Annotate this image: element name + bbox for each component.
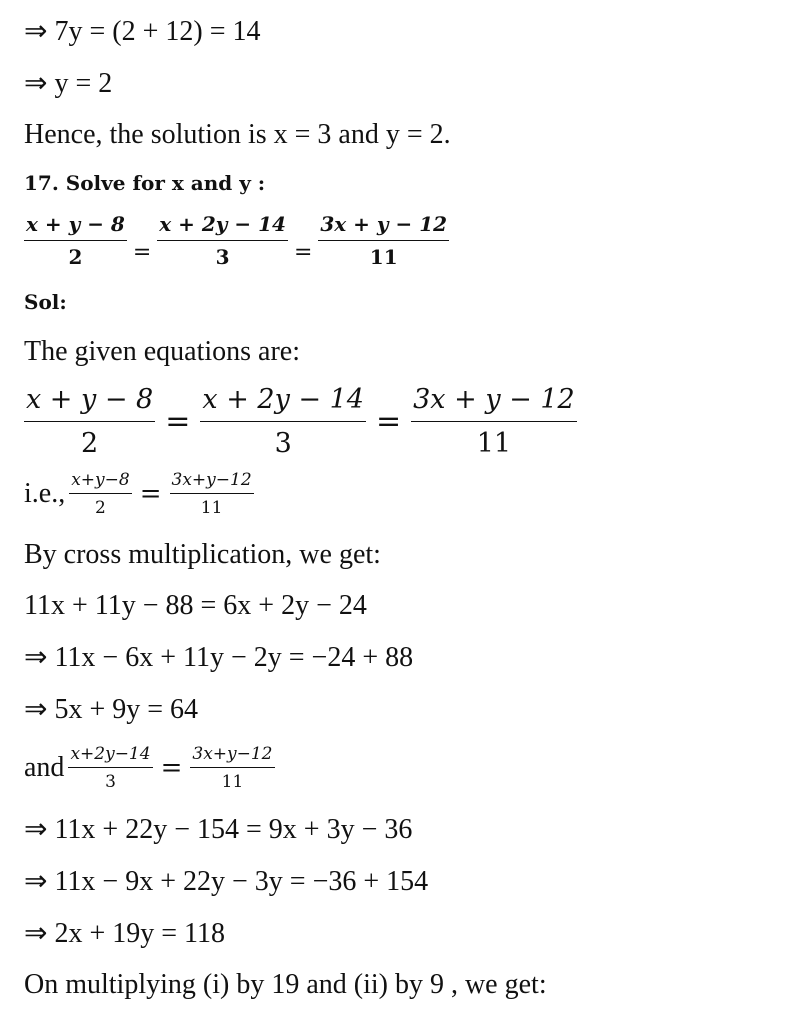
equals-sign: = — [375, 404, 402, 439]
equals-sign: = — [293, 240, 313, 265]
ie-fraction-1 — [69, 470, 132, 518]
line-7y-equals-14: ⇒ 7y = (2 + 12) = 14 — [24, 16, 261, 47]
problem-equation — [24, 212, 449, 269]
fraction-numerator: 3x+y−12 — [190, 744, 274, 768]
fraction-numerator: x+2y−14 — [68, 744, 152, 768]
fraction-numerator: x + 2y − 14 — [157, 212, 288, 241]
problem-fraction-2 — [157, 212, 288, 269]
fraction-numerator: x + 2y − 14 — [200, 384, 366, 422]
equation-i: ⇒ 5x + 9y = 64 — [24, 694, 199, 725]
fraction-denominator: 3 — [274, 428, 292, 459]
sol-heading: Sol: — [24, 290, 67, 314]
ie-label: i.e., — [24, 478, 66, 509]
fraction-numerator: x + y − 8 — [24, 212, 127, 241]
given-fraction-3 — [411, 384, 577, 459]
fraction-numerator: x + y − 8 — [24, 384, 155, 422]
equals-sign: = — [132, 240, 152, 265]
fraction-denominator: 2 — [81, 428, 99, 459]
equation-ii: ⇒ 2x + 19y = 118 — [24, 918, 226, 949]
line-y-equals-2: ⇒ y = 2 — [24, 68, 113, 99]
fraction-numerator: 3x + y − 12 — [318, 212, 449, 241]
ie-equation — [24, 470, 254, 518]
equals-sign: = — [165, 404, 191, 439]
question-title: 17. Solve for x and y : — [24, 171, 266, 195]
fraction-denominator: 3 — [215, 245, 230, 269]
multiplying-statement: On multiplying (i) by 19 and (ii) by 9 , we get: — [24, 969, 547, 1000]
fraction-denominator: 2 — [95, 498, 106, 518]
fraction-denominator: 11 — [221, 772, 244, 792]
fraction-numerator: 3x + y − 12 — [411, 384, 577, 422]
and-fraction-1 — [68, 744, 152, 792]
and-equation — [24, 744, 275, 792]
fraction-denominator: 2 — [68, 245, 83, 269]
problem-fraction-3 — [318, 212, 449, 269]
fraction-numerator: 3x+y−12 — [170, 470, 254, 494]
given-fraction-2 — [200, 384, 366, 459]
given-equation — [24, 384, 577, 459]
equation-line-4: ⇒ 11x + 22y − 154 = 9x + 3y − 36 — [24, 814, 413, 845]
solution-statement: Hence, the solution is x = 3 and y = 2. — [24, 119, 451, 150]
cross-multiplication-label: By cross multiplication, we get: — [24, 539, 381, 570]
and-fraction-2 — [190, 744, 274, 792]
equals-sign: = — [160, 753, 183, 783]
equals-sign: = — [139, 479, 162, 509]
fraction-denominator: 11 — [476, 428, 512, 459]
given-fraction-1 — [24, 384, 155, 459]
equation-line-2: ⇒ 11x − 6x + 11y − 2y = −24 + 88 — [24, 642, 414, 673]
given-equations-label: The given equations are: — [24, 336, 301, 367]
fraction-denominator: 3 — [105, 772, 116, 792]
equation-line-5: ⇒ 11x − 9x + 22y − 3y = −36 + 154 — [24, 866, 429, 897]
fraction-numerator: x+y−8 — [69, 470, 132, 494]
equation-line-1: 11x + 11y − 88 = 6x + 2y − 24 — [24, 590, 367, 621]
problem-fraction-1 — [24, 212, 127, 269]
fraction-denominator: 11 — [200, 498, 223, 518]
fraction-denominator: 11 — [369, 245, 398, 269]
ie-fraction-2 — [170, 470, 254, 518]
and-label: and — [24, 752, 65, 783]
